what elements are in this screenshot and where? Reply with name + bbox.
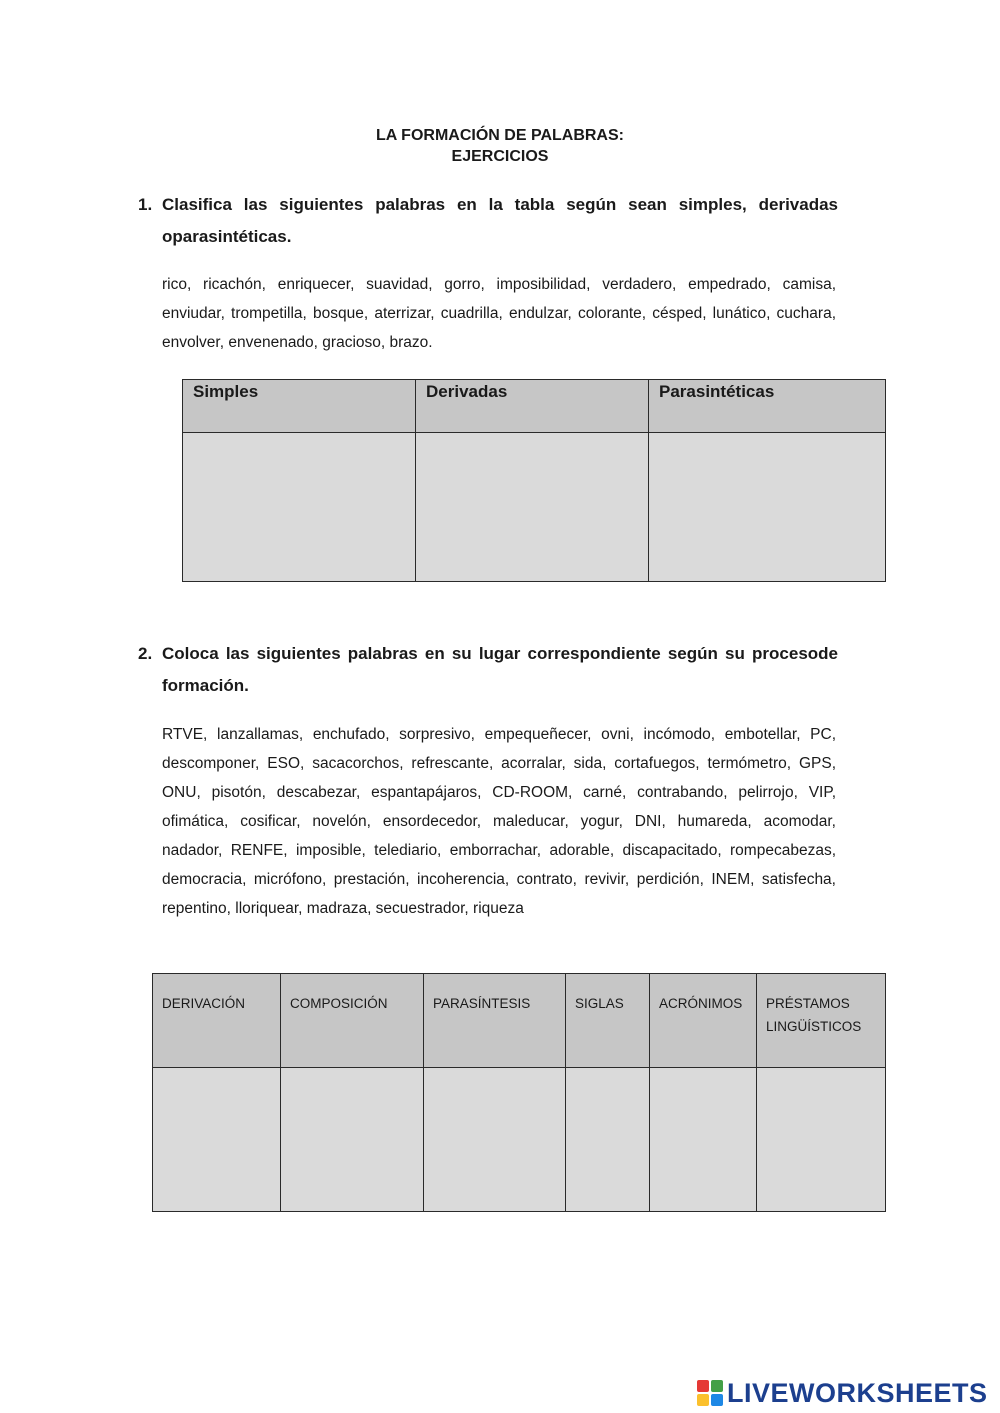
exercise1-classification-table <box>182 379 886 582</box>
exercise1-word-list: rico, ricachón, enriquecer, suavidad, gorro, imposibilidad, verdadero, empedrado, camisa, enviudar, trompetilla, bosque, aterrizar, cuadrilla, endulzar, colorante, césped, lunático, cuchara, envolver, envenenado, gracioso, brazo. <box>162 276 836 351</box>
answer-cell-composicion[interactable] <box>281 1068 424 1212</box>
logo-square-green <box>711 1380 723 1392</box>
header-composicion: COMPOSICIÓN <box>281 974 424 1068</box>
table-header-row <box>153 974 886 1068</box>
brand-name: LIVEWORKSHEETS <box>727 1377 988 1408</box>
logo-square-red <box>697 1380 709 1392</box>
header-derivacion: DERIVACIÓN <box>153 974 281 1068</box>
exercise2-word-list: RTVE, lanzallamas, enchufado, sorpresivo, empequeñecer, ovni, incómodo, embotellar, PC, descomponer, ESO, sacacorchos, refrescante, acorralar, sida, cortafuegos, termómetro, GPS, ONU, pisotón, descabezar, espantapájaros, CD-ROOM, carné, contrabando, pelirrojo, VIP, ofimática, cosificar, novelón, ensordecedor, maleducar, yogur, DNI, humareda, acomodar, nadador, RENFE, imposible, telediario, emborrachar, adorable, discapacitado, rompecabezas, democracia, micrófono, prestación, incoherencia, contrato, revivir, perdición, INEM, satisfecha, repentino, lloriquear, madraza, secuestrador, riqueza <box>162 726 836 917</box>
header-derivadas: Derivadas <box>416 380 649 433</box>
answer-cell-siglas[interactable] <box>566 1068 650 1212</box>
header-simples: Simples <box>183 380 416 433</box>
answer-cell-parasinteticas[interactable] <box>649 433 886 582</box>
page-title-line1: LA FORMACIÓN DE PALABRAS: <box>376 127 624 144</box>
exercise1-number: 1. <box>138 195 153 214</box>
page-title-line2: EJERCICIOS <box>451 148 549 165</box>
exercise2-classification-table <box>152 973 886 1212</box>
logo-square-yellow <box>697 1394 709 1406</box>
table-header-row <box>183 380 886 433</box>
answer-cell-prestamos-linguisticos[interactable] <box>757 1068 886 1212</box>
exercise1-instruction-text: Clasifica las siguientes palabras en la tabla según sean simples, derivadas oparasintéticas. <box>162 195 838 246</box>
answer-cell-derivadas[interactable] <box>416 433 649 582</box>
header-parasintesis: PARASÍNTESIS <box>424 974 566 1068</box>
answer-cell-acronimos[interactable] <box>650 1068 757 1212</box>
exercise2-instruction-text: Coloca las siguientes palabras en su lugar correspondiente según su procesode formación. <box>162 644 838 695</box>
exercise1-instruction <box>138 189 838 253</box>
table-answer-row <box>153 1068 886 1212</box>
page-title <box>0 125 1000 167</box>
exercise2-instruction <box>138 638 838 702</box>
liveworksheets-brand[interactable] <box>697 1378 988 1408</box>
header-siglas: SIGLAS <box>566 974 650 1068</box>
answer-cell-simples[interactable] <box>183 433 416 582</box>
header-prestamos-linguisticos: PRÉSTAMOS LINGÜÍSTICOS <box>757 974 886 1068</box>
liveworksheets-logo-icon <box>697 1380 723 1406</box>
table-answer-row <box>183 433 886 582</box>
answer-cell-derivacion[interactable] <box>153 1068 281 1212</box>
exercise2-number: 2. <box>138 644 153 663</box>
logo-square-blue <box>711 1394 723 1406</box>
answer-cell-parasintesis[interactable] <box>424 1068 566 1212</box>
header-parasinteticas: Parasintéticas <box>649 380 886 433</box>
header-acronimos: ACRÓNIMOS <box>650 974 757 1068</box>
